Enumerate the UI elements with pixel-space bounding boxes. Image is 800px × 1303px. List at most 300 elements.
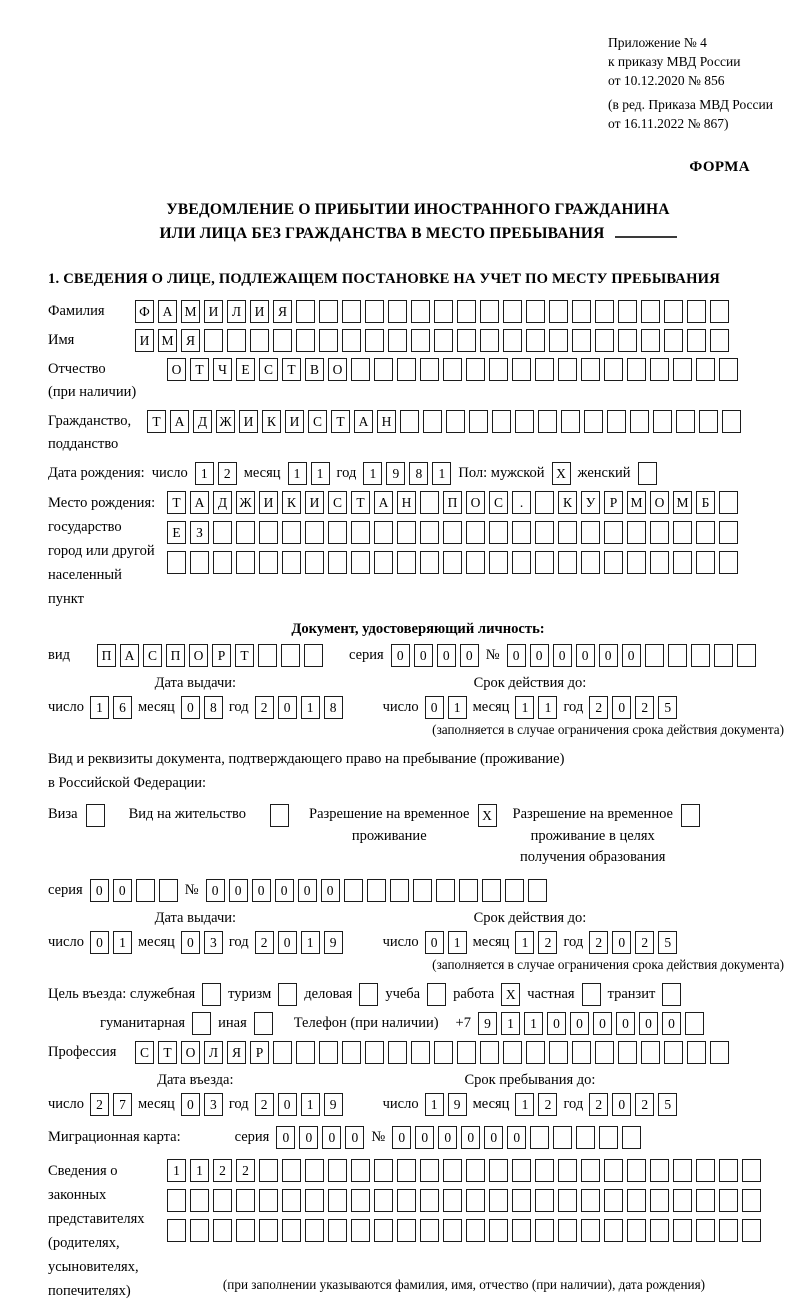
char-cell[interactable]	[278, 983, 297, 1006]
char-cell[interactable]: X	[501, 983, 520, 1006]
char-cell[interactable]	[710, 329, 729, 352]
char-cell[interactable]	[466, 1219, 485, 1242]
char-cell[interactable]	[512, 521, 531, 544]
char-cell[interactable]	[259, 1159, 278, 1182]
char-cell[interactable]	[673, 1189, 692, 1212]
char-cell[interactable]	[535, 521, 554, 544]
char-cell[interactable]: 0	[252, 879, 271, 902]
char-cell[interactable]	[722, 410, 741, 433]
char-cell[interactable]	[673, 1159, 692, 1182]
char-cell[interactable]	[604, 1219, 623, 1242]
char-cell[interactable]	[457, 1041, 476, 1064]
char-cell[interactable]	[254, 1012, 273, 1035]
char-cell[interactable]: И	[204, 300, 223, 323]
char-cell[interactable]	[236, 521, 255, 544]
char-cell[interactable]	[466, 1189, 485, 1212]
char-cell[interactable]	[535, 358, 554, 381]
char-cell[interactable]	[696, 1219, 715, 1242]
char-cell[interactable]	[136, 879, 155, 902]
char-cell[interactable]: 1	[301, 696, 320, 719]
char-cell[interactable]	[503, 329, 522, 352]
char-cell[interactable]	[607, 410, 626, 433]
char-cell[interactable]: 2	[635, 931, 654, 954]
char-cell[interactable]	[604, 1189, 623, 1212]
char-cell[interactable]: 2	[538, 931, 557, 954]
char-cell[interactable]	[719, 1219, 738, 1242]
char-cell[interactable]	[480, 1041, 499, 1064]
char-cell[interactable]	[558, 551, 577, 574]
char-cell[interactable]	[604, 358, 623, 381]
char-cell[interactable]	[650, 1159, 669, 1182]
char-cell[interactable]	[742, 1159, 761, 1182]
char-cell[interactable]: Т	[158, 1041, 177, 1064]
char-cell[interactable]: X	[478, 804, 497, 827]
char-cell[interactable]: 0	[622, 644, 641, 667]
char-cell[interactable]: 9	[386, 462, 405, 485]
char-cell[interactable]	[489, 1159, 508, 1182]
char-cell[interactable]	[627, 1219, 646, 1242]
char-cell[interactable]	[420, 358, 439, 381]
char-cell[interactable]	[558, 521, 577, 544]
char-cell[interactable]	[687, 329, 706, 352]
char-cell[interactable]	[328, 1219, 347, 1242]
char-cell[interactable]: 0	[547, 1012, 566, 1035]
char-cell[interactable]: 0	[530, 644, 549, 667]
char-cell[interactable]	[305, 1219, 324, 1242]
char-cell[interactable]	[489, 1219, 508, 1242]
char-cell[interactable]	[641, 329, 660, 352]
char-cell[interactable]	[558, 358, 577, 381]
char-cell[interactable]	[411, 1041, 430, 1064]
char-cell[interactable]	[397, 1219, 416, 1242]
char-cell[interactable]: 0	[438, 1126, 457, 1149]
char-cell[interactable]: 0	[576, 644, 595, 667]
char-cell[interactable]: Я	[181, 329, 200, 352]
char-cell[interactable]	[236, 1189, 255, 1212]
char-cell[interactable]: X	[552, 462, 571, 485]
char-cell[interactable]: Е	[236, 358, 255, 381]
char-cell[interactable]: Л	[204, 1041, 223, 1064]
char-cell[interactable]	[367, 879, 386, 902]
char-cell[interactable]: 1	[113, 931, 132, 954]
char-cell[interactable]: П	[443, 491, 462, 514]
char-cell[interactable]	[558, 1189, 577, 1212]
char-cell[interactable]	[420, 551, 439, 574]
char-cell[interactable]	[687, 300, 706, 323]
char-cell[interactable]	[742, 1189, 761, 1212]
char-cell[interactable]	[446, 410, 465, 433]
char-cell[interactable]: 2	[589, 696, 608, 719]
char-cell[interactable]	[719, 1189, 738, 1212]
char-cell[interactable]	[549, 1041, 568, 1064]
char-cell[interactable]	[549, 329, 568, 352]
char-cell[interactable]: 1	[448, 931, 467, 954]
char-cell[interactable]	[668, 644, 687, 667]
char-cell[interactable]	[204, 329, 223, 352]
char-cell[interactable]	[673, 551, 692, 574]
char-cell[interactable]	[515, 410, 534, 433]
char-cell[interactable]: 1	[190, 1159, 209, 1182]
char-cell[interactable]	[584, 410, 603, 433]
char-cell[interactable]: 0	[612, 931, 631, 954]
char-cell[interactable]	[691, 644, 710, 667]
char-cell[interactable]: С	[259, 358, 278, 381]
char-cell[interactable]	[388, 300, 407, 323]
char-cell[interactable]	[434, 329, 453, 352]
char-cell[interactable]	[618, 329, 637, 352]
char-cell[interactable]	[558, 1219, 577, 1242]
char-cell[interactable]: 9	[448, 1093, 467, 1116]
char-cell[interactable]: Ч	[213, 358, 232, 381]
char-cell[interactable]: А	[120, 644, 139, 667]
char-cell[interactable]	[595, 1041, 614, 1064]
char-cell[interactable]	[627, 551, 646, 574]
char-cell[interactable]	[319, 1041, 338, 1064]
char-cell[interactable]	[319, 300, 338, 323]
char-cell[interactable]	[696, 521, 715, 544]
char-cell[interactable]: 0	[299, 1126, 318, 1149]
char-cell[interactable]: С	[143, 644, 162, 667]
char-cell[interactable]	[482, 879, 501, 902]
char-cell[interactable]	[423, 410, 442, 433]
char-cell[interactable]	[236, 1219, 255, 1242]
char-cell[interactable]	[549, 300, 568, 323]
char-cell[interactable]: В	[305, 358, 324, 381]
char-cell[interactable]	[650, 1189, 669, 1212]
char-cell[interactable]	[595, 300, 614, 323]
char-cell[interactable]: 0	[90, 879, 109, 902]
char-cell[interactable]: К	[262, 410, 281, 433]
char-cell[interactable]	[696, 1189, 715, 1212]
char-cell[interactable]	[535, 1159, 554, 1182]
char-cell[interactable]	[719, 491, 738, 514]
char-cell[interactable]	[618, 1041, 637, 1064]
char-cell[interactable]: 1	[524, 1012, 543, 1035]
char-cell[interactable]: 1	[515, 696, 534, 719]
char-cell[interactable]	[687, 1041, 706, 1064]
char-cell[interactable]: 6	[113, 696, 132, 719]
char-cell[interactable]: Т	[235, 644, 254, 667]
char-cell[interactable]: И	[250, 300, 269, 323]
char-cell[interactable]: 0	[90, 931, 109, 954]
char-cell[interactable]: 9	[324, 1093, 343, 1116]
char-cell[interactable]	[696, 551, 715, 574]
char-cell[interactable]: З	[190, 521, 209, 544]
char-cell[interactable]: С	[328, 491, 347, 514]
char-cell[interactable]: 2	[255, 696, 274, 719]
char-cell[interactable]	[528, 879, 547, 902]
char-cell[interactable]	[282, 551, 301, 574]
char-cell[interactable]	[420, 521, 439, 544]
char-cell[interactable]	[443, 1189, 462, 1212]
char-cell[interactable]	[159, 879, 178, 902]
char-cell[interactable]: 5	[658, 1093, 677, 1116]
char-cell[interactable]	[443, 551, 462, 574]
char-cell[interactable]: Н	[397, 491, 416, 514]
char-cell[interactable]	[342, 1041, 361, 1064]
char-cell[interactable]	[664, 329, 683, 352]
char-cell[interactable]	[236, 551, 255, 574]
char-cell[interactable]	[673, 358, 692, 381]
char-cell[interactable]	[742, 1219, 761, 1242]
char-cell[interactable]	[503, 1041, 522, 1064]
char-cell[interactable]	[526, 329, 545, 352]
char-cell[interactable]: 1	[515, 931, 534, 954]
char-cell[interactable]	[443, 1159, 462, 1182]
char-cell[interactable]	[512, 358, 531, 381]
char-cell[interactable]: А	[190, 491, 209, 514]
char-cell[interactable]	[397, 1159, 416, 1182]
char-cell[interactable]: Д	[193, 410, 212, 433]
char-cell[interactable]	[457, 329, 476, 352]
char-cell[interactable]	[296, 300, 315, 323]
char-cell[interactable]	[641, 1041, 660, 1064]
char-cell[interactable]: С	[308, 410, 327, 433]
char-cell[interactable]: Р	[604, 491, 623, 514]
char-cell[interactable]	[374, 521, 393, 544]
char-cell[interactable]	[342, 300, 361, 323]
char-cell[interactable]: 1	[301, 1093, 320, 1116]
char-cell[interactable]	[365, 300, 384, 323]
char-cell[interactable]: О	[181, 1041, 200, 1064]
char-cell[interactable]: М	[627, 491, 646, 514]
char-cell[interactable]: 0	[113, 879, 132, 902]
char-cell[interactable]	[374, 358, 393, 381]
char-cell[interactable]: Н	[377, 410, 396, 433]
char-cell[interactable]: Ж	[216, 410, 235, 433]
char-cell[interactable]	[622, 1126, 641, 1149]
char-cell[interactable]: С	[489, 491, 508, 514]
char-cell[interactable]: 0	[298, 879, 317, 902]
char-cell[interactable]: К	[558, 491, 577, 514]
char-cell[interactable]	[397, 551, 416, 574]
char-cell[interactable]: Р	[212, 644, 231, 667]
char-cell[interactable]	[305, 1189, 324, 1212]
char-cell[interactable]	[535, 491, 554, 514]
char-cell[interactable]	[397, 1189, 416, 1212]
char-cell[interactable]	[365, 329, 384, 352]
char-cell[interactable]	[466, 521, 485, 544]
char-cell[interactable]: 0	[181, 696, 200, 719]
char-cell[interactable]	[466, 1159, 485, 1182]
char-cell[interactable]	[397, 521, 416, 544]
char-cell[interactable]	[86, 804, 105, 827]
char-cell[interactable]: И	[285, 410, 304, 433]
char-cell[interactable]: 8	[409, 462, 428, 485]
char-cell[interactable]	[434, 300, 453, 323]
char-cell[interactable]	[561, 410, 580, 433]
char-cell[interactable]	[572, 300, 591, 323]
char-cell[interactable]	[411, 329, 430, 352]
char-cell[interactable]	[259, 1189, 278, 1212]
char-cell[interactable]	[273, 329, 292, 352]
char-cell[interactable]: С	[135, 1041, 154, 1064]
char-cell[interactable]	[604, 521, 623, 544]
char-cell[interactable]	[213, 551, 232, 574]
char-cell[interactable]	[645, 644, 664, 667]
char-cell[interactable]: 9	[478, 1012, 497, 1035]
char-cell[interactable]	[535, 1219, 554, 1242]
char-cell[interactable]: И	[239, 410, 258, 433]
char-cell[interactable]	[489, 1189, 508, 1212]
char-cell[interactable]: 0	[181, 1093, 200, 1116]
char-cell[interactable]	[505, 879, 524, 902]
char-cell[interactable]	[365, 1041, 384, 1064]
char-cell[interactable]	[351, 358, 370, 381]
char-cell[interactable]	[595, 329, 614, 352]
char-cell[interactable]	[673, 521, 692, 544]
char-cell[interactable]	[213, 521, 232, 544]
char-cell[interactable]	[190, 1219, 209, 1242]
char-cell[interactable]: 1	[167, 1159, 186, 1182]
char-cell[interactable]	[296, 1041, 315, 1064]
char-cell[interactable]: Б	[696, 491, 715, 514]
char-cell[interactable]	[526, 1041, 545, 1064]
char-cell[interactable]: Л	[227, 300, 246, 323]
char-cell[interactable]	[374, 1219, 393, 1242]
char-cell[interactable]: О	[328, 358, 347, 381]
char-cell[interactable]	[581, 1189, 600, 1212]
char-cell[interactable]: О	[167, 358, 186, 381]
char-cell[interactable]: 0	[345, 1126, 364, 1149]
char-cell[interactable]	[388, 329, 407, 352]
char-cell[interactable]: 0	[616, 1012, 635, 1035]
char-cell[interactable]	[535, 551, 554, 574]
char-cell[interactable]	[719, 1159, 738, 1182]
char-cell[interactable]: 0	[415, 1126, 434, 1149]
char-cell[interactable]	[374, 551, 393, 574]
char-cell[interactable]: 2	[255, 1093, 274, 1116]
char-cell[interactable]	[351, 521, 370, 544]
char-cell[interactable]	[420, 1159, 439, 1182]
char-cell[interactable]: М	[673, 491, 692, 514]
char-cell[interactable]	[650, 551, 669, 574]
char-cell[interactable]	[714, 644, 733, 667]
char-cell[interactable]: Т	[351, 491, 370, 514]
char-cell[interactable]: 0	[461, 1126, 480, 1149]
char-cell[interactable]	[457, 300, 476, 323]
char-cell[interactable]: 1	[195, 462, 214, 485]
char-cell[interactable]	[328, 521, 347, 544]
char-cell[interactable]: 0	[425, 931, 444, 954]
char-cell[interactable]: 0	[321, 879, 340, 902]
char-cell[interactable]	[296, 329, 315, 352]
char-cell[interactable]: 0	[460, 644, 479, 667]
char-cell[interactable]: 0	[612, 696, 631, 719]
char-cell[interactable]	[641, 300, 660, 323]
char-cell[interactable]	[420, 491, 439, 514]
char-cell[interactable]	[503, 300, 522, 323]
char-cell[interactable]	[512, 1159, 531, 1182]
char-cell[interactable]	[192, 1012, 211, 1035]
char-cell[interactable]	[388, 1041, 407, 1064]
char-cell[interactable]: А	[354, 410, 373, 433]
char-cell[interactable]	[581, 358, 600, 381]
char-cell[interactable]: 7	[113, 1093, 132, 1116]
char-cell[interactable]: 5	[658, 696, 677, 719]
char-cell[interactable]: 2	[255, 931, 274, 954]
char-cell[interactable]	[400, 410, 419, 433]
char-cell[interactable]	[258, 644, 277, 667]
char-cell[interactable]	[650, 358, 669, 381]
char-cell[interactable]: 0	[593, 1012, 612, 1035]
char-cell[interactable]	[582, 983, 601, 1006]
char-cell[interactable]: 0	[414, 644, 433, 667]
char-cell[interactable]: 2	[90, 1093, 109, 1116]
char-cell[interactable]: 2	[635, 1093, 654, 1116]
char-cell[interactable]: 1	[425, 1093, 444, 1116]
char-cell[interactable]: 2	[589, 931, 608, 954]
char-cell[interactable]	[581, 551, 600, 574]
char-cell[interactable]	[512, 551, 531, 574]
char-cell[interactable]: 1	[311, 462, 330, 485]
char-cell[interactable]: 0	[181, 931, 200, 954]
char-cell[interactable]	[710, 300, 729, 323]
char-cell[interactable]: П	[166, 644, 185, 667]
char-cell[interactable]	[512, 1189, 531, 1212]
char-cell[interactable]	[630, 410, 649, 433]
char-cell[interactable]: 1	[363, 462, 382, 485]
char-cell[interactable]: 2	[213, 1159, 232, 1182]
char-cell[interactable]: 0	[484, 1126, 503, 1149]
char-cell[interactable]	[480, 329, 499, 352]
char-cell[interactable]: 1	[501, 1012, 520, 1035]
char-cell[interactable]	[662, 983, 681, 1006]
char-cell[interactable]	[492, 410, 511, 433]
char-cell[interactable]: 8	[324, 696, 343, 719]
char-cell[interactable]	[627, 1159, 646, 1182]
char-cell[interactable]	[167, 551, 186, 574]
char-cell[interactable]	[281, 644, 300, 667]
char-cell[interactable]: М	[158, 329, 177, 352]
char-cell[interactable]	[653, 410, 672, 433]
char-cell[interactable]	[576, 1126, 595, 1149]
char-cell[interactable]	[282, 521, 301, 544]
char-cell[interactable]	[627, 521, 646, 544]
char-cell[interactable]: 1	[90, 696, 109, 719]
char-cell[interactable]	[351, 1189, 370, 1212]
char-cell[interactable]	[190, 1189, 209, 1212]
char-cell[interactable]	[420, 1219, 439, 1242]
char-cell[interactable]	[282, 1189, 301, 1212]
char-cell[interactable]: П	[97, 644, 116, 667]
char-cell[interactable]: М	[181, 300, 200, 323]
char-cell[interactable]	[190, 551, 209, 574]
char-cell[interactable]	[259, 1219, 278, 1242]
char-cell[interactable]	[719, 521, 738, 544]
char-cell[interactable]: 0	[507, 1126, 526, 1149]
char-cell[interactable]	[270, 804, 289, 827]
char-cell[interactable]	[411, 300, 430, 323]
char-cell[interactable]: Т	[147, 410, 166, 433]
char-cell[interactable]: 5	[658, 931, 677, 954]
char-cell[interactable]: Д	[213, 491, 232, 514]
char-cell[interactable]	[526, 300, 545, 323]
char-cell[interactable]	[572, 1041, 591, 1064]
char-cell[interactable]	[676, 410, 695, 433]
char-cell[interactable]	[699, 410, 718, 433]
char-cell[interactable]	[604, 1159, 623, 1182]
char-cell[interactable]: Ф	[135, 300, 154, 323]
char-cell[interactable]	[650, 521, 669, 544]
char-cell[interactable]: 0	[229, 879, 248, 902]
char-cell[interactable]: 0	[662, 1012, 681, 1035]
char-cell[interactable]	[466, 551, 485, 574]
char-cell[interactable]: 1	[301, 931, 320, 954]
char-cell[interactable]	[664, 300, 683, 323]
char-cell[interactable]	[273, 1041, 292, 1064]
char-cell[interactable]: 0	[391, 644, 410, 667]
